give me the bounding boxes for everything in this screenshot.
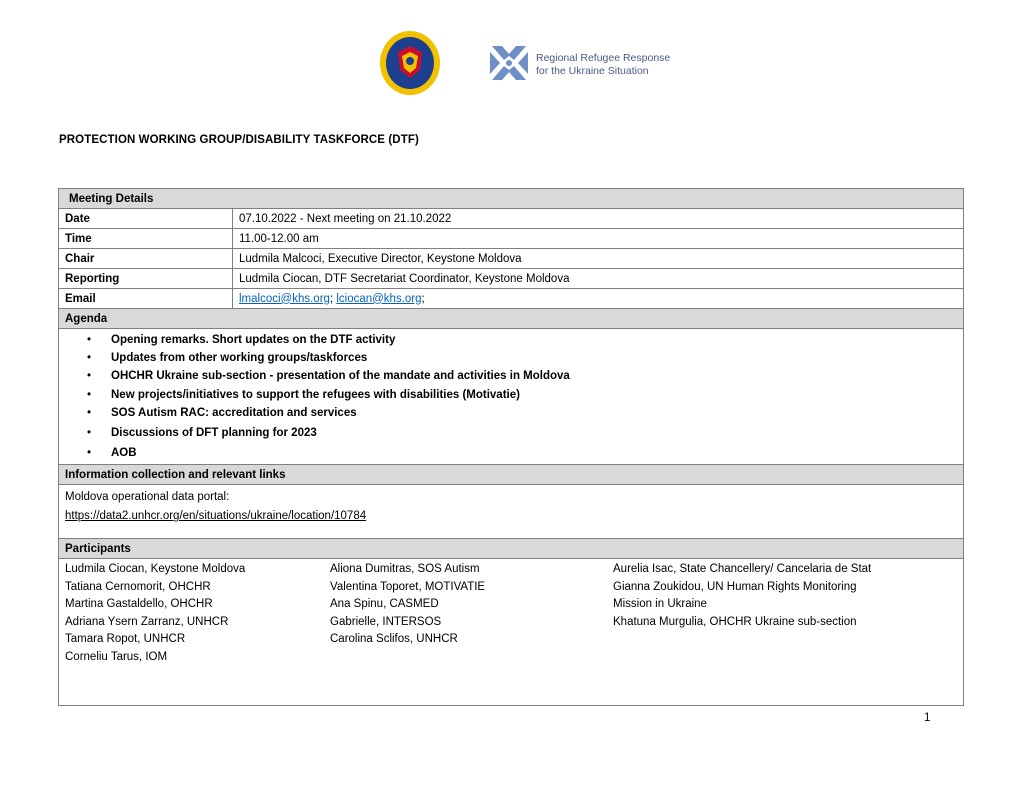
participant: Tatiana Cernomorit, OHCHR bbox=[65, 580, 211, 593]
participant: Ludmila Ciocan, Keystone Moldova bbox=[65, 563, 246, 576]
agenda-item: • Updates from other working groups/taskforces bbox=[111, 349, 963, 367]
email-link-ciocan[interactable]: lciocan@khs.org bbox=[336, 292, 422, 305]
participant: Martina Gastaldello, OHCHR bbox=[65, 598, 213, 611]
chair-row bbox=[59, 249, 964, 269]
moldova-coat-of-arms-icon bbox=[378, 30, 442, 96]
information-text: Moldova operational data portal: bbox=[65, 491, 230, 504]
email-link-malcoci[interactable]: lmalcoci@khs.org bbox=[239, 292, 330, 305]
time-label: Time bbox=[59, 229, 233, 249]
regional-refugee-response-logo-icon bbox=[488, 42, 530, 84]
chair-label: Chair bbox=[59, 249, 233, 269]
time-row bbox=[59, 229, 964, 249]
information-header: Information collection and relevant links bbox=[59, 465, 964, 485]
email-row bbox=[59, 289, 964, 309]
participants-column-3 bbox=[613, 561, 871, 631]
participants-list bbox=[65, 561, 957, 701]
information-cell bbox=[59, 485, 964, 539]
meeting-details-header: Meeting Details bbox=[59, 189, 964, 209]
document-title: PROTECTION WORKING GROUP/DISABILITY TASKFORCE (DTF) bbox=[59, 134, 419, 146]
meeting-details-table bbox=[58, 188, 964, 706]
agenda-item: • Discussions of DFT planning for 2023 bbox=[111, 424, 963, 442]
agenda-item: • OHCHR Ukraine sub-section - presentation of the mandate and activities in Moldova bbox=[111, 367, 963, 385]
agenda-item: • SOS Autism RAC: accreditation and services bbox=[111, 404, 963, 422]
participants-cell bbox=[59, 559, 964, 706]
agenda-cell bbox=[59, 329, 964, 465]
participants-header: Participants bbox=[59, 539, 964, 559]
email-value bbox=[233, 289, 964, 309]
date-row bbox=[59, 209, 964, 229]
agenda-header: Agenda bbox=[59, 309, 964, 329]
participant: Gianna Zoukidou, UN Human Rights Monitoring bbox=[613, 580, 857, 593]
partner-logo-text bbox=[536, 52, 716, 78]
agenda-item: • New projects/initiatives to support the refugees with disabilities (Motivatie) bbox=[111, 386, 963, 404]
participant: Valentina Toporet, MOTIVATIE bbox=[330, 580, 486, 593]
page-number: 1 bbox=[924, 712, 931, 724]
reporting-row bbox=[59, 269, 964, 289]
data-portal-link[interactable]: https://data2.unhcr.org/en/situations/ukraine/location/10784 bbox=[65, 510, 367, 523]
participant: Corneliu Tarus, IOM bbox=[65, 650, 168, 663]
participant: Carolina Sclifos, UNHCR bbox=[330, 633, 458, 646]
participants-column-1 bbox=[65, 561, 245, 666]
date-value: 07.10.2022 - Next meeting on 21.10.2022 bbox=[233, 209, 964, 229]
participant: Tamara Ropot, UNHCR bbox=[65, 633, 186, 646]
email-separator: ; bbox=[329, 292, 334, 305]
partner-text-line2: for the Ukraine Situation bbox=[536, 65, 649, 77]
reporting-value: Ludmila Ciocan, DTF Secretariat Coordinator, Keystone Moldova bbox=[233, 269, 964, 289]
email-label: Email bbox=[59, 289, 233, 309]
participants-column-2 bbox=[330, 561, 485, 649]
participant: Ana Spinu, CASMED bbox=[330, 598, 439, 611]
participant: Khatuna Murgulia, OHCHR Ukraine sub-section bbox=[613, 615, 857, 628]
date-label: Date bbox=[59, 209, 233, 229]
participant: Aliona Dumitras, SOS Autism bbox=[330, 563, 480, 576]
agenda-list bbox=[59, 331, 963, 462]
participant: Gabrielle, INTERSOS bbox=[330, 615, 442, 628]
time-value: 11.00-12.00 am bbox=[233, 229, 964, 249]
participant: Adriana Ysern Zarranz, UNHCR bbox=[65, 615, 229, 628]
agenda-item: • AOB bbox=[111, 444, 963, 462]
participant: Aurelia Isac, State Chancellery/ Cancelaria de Stat bbox=[613, 563, 872, 576]
reporting-label: Reporting bbox=[59, 269, 233, 289]
agenda-item: • Opening remarks. Short updates on the DTF activity bbox=[111, 331, 963, 349]
partner-text-line1: Regional Refugee Response bbox=[536, 52, 671, 64]
chair-value: Ludmila Malcoci, Executive Director, Keystone Moldova bbox=[233, 249, 964, 269]
participant: Mission in Ukraine bbox=[613, 598, 707, 611]
email-end: ; bbox=[421, 292, 425, 305]
